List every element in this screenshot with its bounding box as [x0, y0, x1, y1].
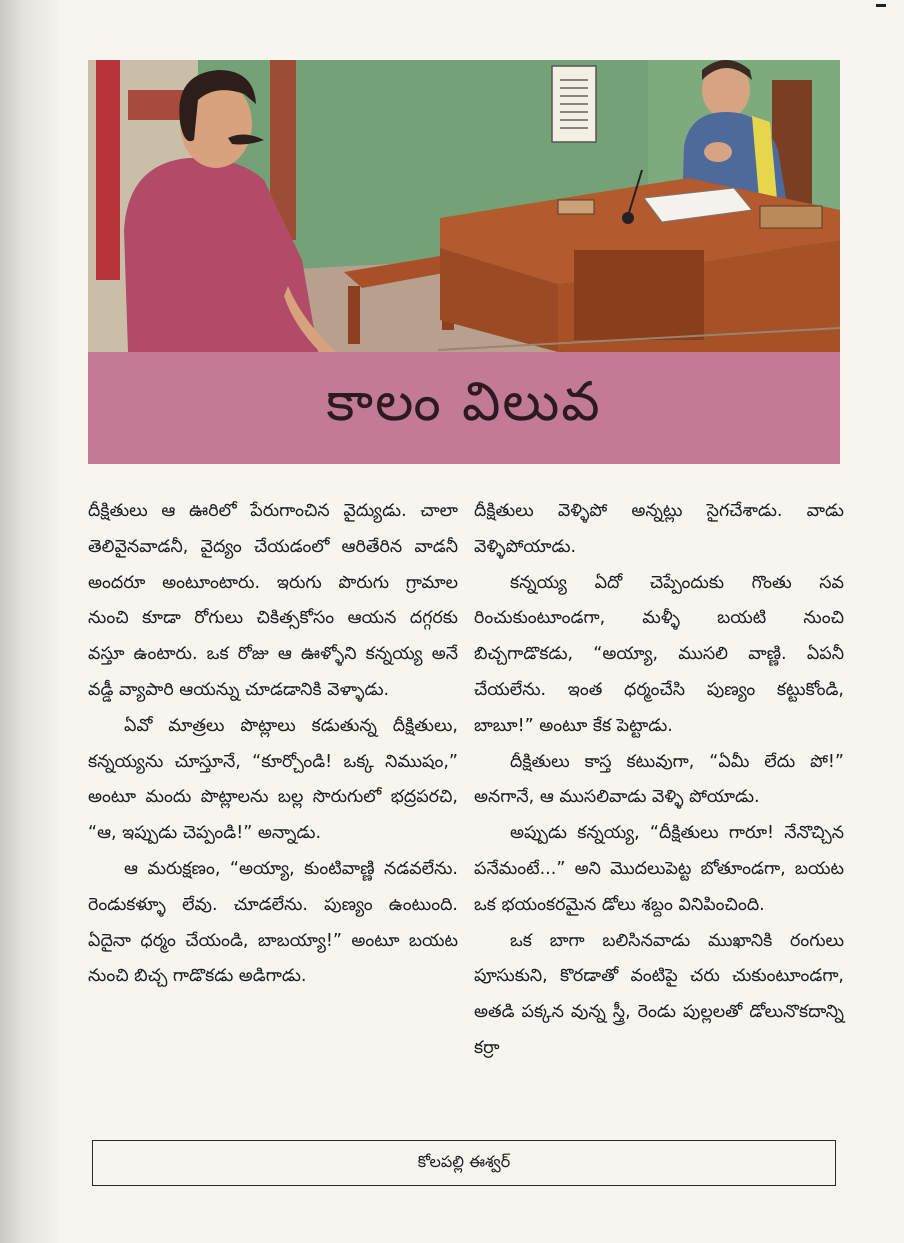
corner-mark	[876, 4, 886, 7]
right-column	[474, 494, 844, 1067]
story-illustration	[88, 60, 840, 352]
author-box	[92, 1140, 836, 1186]
paragraph: ఆ మరుక్షణం, “అయ్యా, కుంటివాణ్ణి నడవలేను. రెండుకళ్ళూ లేవు. చూడలేను. పుణ్యం ఉంటుంది. ఏదైనా ధర్మం చేయండి, బాబయ్యా!” అంటూ బయట నుంచి బిచ్చ గాడొకడు అడిగాడు.	[88, 858, 458, 987]
title-band	[88, 352, 840, 464]
author-name: కోలపల్లి ఈశ్వర్	[417, 1151, 511, 1171]
paragraph: దీక్షితులు ఆ ఊరిలో పేరుగాంచిన వైద్యుడు. చాలా తెలివైనవాడనీ, వైద్యం చేయడంలో ఆరితేరిన వాడనీ అందరూ అంటూంటారు. ఇరుగు పొరుగు గ్రామాల నుంచి కూడా రోగులు చికిత్సకోసం ఆయన దగ్గరకు వస్తూ ఉంటారు. ఒక రోజు ఆ ఊళ్ళోని కన్నయ్య అనే వడ్డీ వ్యాపారి ఆయన్ను చూడడానికి వెళ్ళాడు.	[88, 501, 458, 700]
paragraph: ఒక బాగా బలిసినవాడు ముఖానికి రంగులు పూసుకుని, కొరడాతో వంటిపై చరు చుకుంటూండగా, అతడి పక్కన వున్న స్త్రీ, రెండు పుల్లలతో డోలునొకదాన్ని కర్రా	[474, 930, 844, 1058]
paragraph: ఏవో మాత్రలు పొట్లాలు కడుతున్న దీక్షితులు, కన్నయ్యను చూస్తూనే, “కూర్చోండి! ఒక్క నిముషం,” అంటూ మందు పొట్లాలను బల్ల సొరుగులో భద్రపరచి, “ఆ, ఇప్పుడు చెప్పండి!” అన్నాడు.	[88, 715, 458, 844]
story-title: కాలం విలువ	[326, 369, 602, 433]
paragraph: దీక్షితులు కాస్త కటువుగా, “ఏమీ లేదు పో!” అనగానే, ఆ ముసలివాడు వెళ్ళి పోయాడు.	[474, 751, 844, 808]
paragraph: దీక్షితులు వెళ్ళిపో అన్నట్లు సైగచేశాడు. వాడు వెళ్ళిపోయాడు.	[474, 501, 844, 557]
left-column	[88, 494, 458, 995]
paragraph: అప్పుడు కన్నయ్య, “దీక్షితులు గారూ! నేనొచ్చిన పనేమంటే...” అని మొదలుపెట్ట బోతూండగా, బయట ఒక భయంకరమైన డోలు శబ్దం వినిపించింది.	[474, 823, 844, 915]
paragraph: కన్నయ్య ఏదో చెప్పేందుకు గొంతు సవ రించుకుంటూండగా, మళ్ళీ బయటి నుంచి బిచ్చగాడొకడు, “అయ్యా, ముసలి వాణ్ణి. ఏపనీ చేయలేను. ఇంత ధర్మంచేసి పుణ్యం కట్టుకోండి, బాబూ!” అంటూ కేక పెట్టాడు.	[474, 572, 844, 736]
binding-edge	[0, 0, 58, 1243]
